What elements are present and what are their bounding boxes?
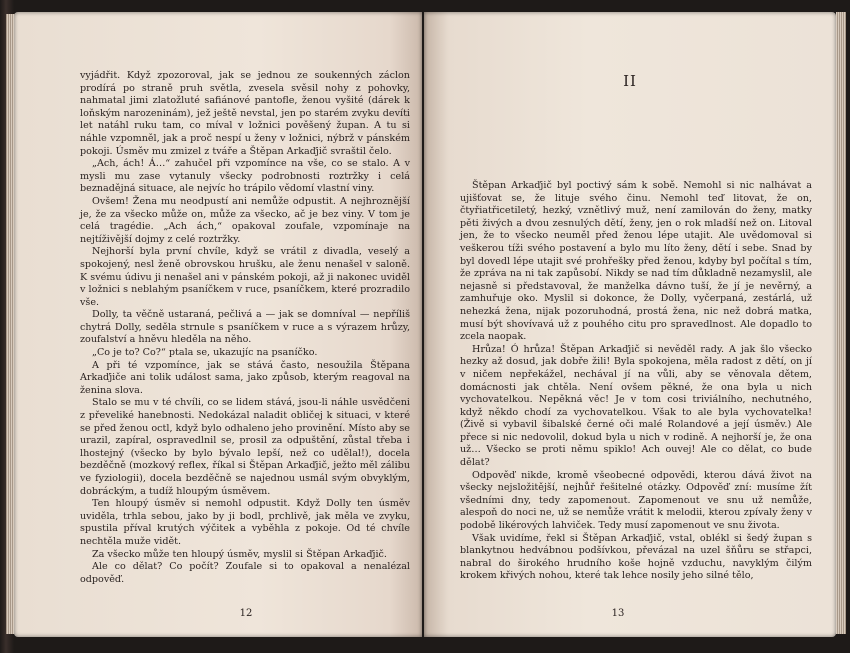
paragraph: Nejhorší byla první chvíle, když se vrátil z divadla, veselý a spokojený, nesl ženě obrovskou hrušku, ale ženu nenašel v saloně. K svému údivu ji nenašel ani v pánském pokoji, až ji nakonec uviděl v ložnici s neblahým psaníčkem v ruce, psaníčkem, které prozradilo vše. — [80, 246, 410, 308]
right-page — [424, 12, 836, 637]
paragraph: A při té vzpomínce, jak se stává často, nesoužila Štěpana Arkaďjiče ani tolik událost sama, jako způsob, kterým reagoval na ženina slova. — [80, 359, 410, 396]
paragraph: Odpověď nikde, kromě všeobecné odpovědi, kterou dává život na všecky nejsložitější, nejhůř řešitelné otázky. Odpověď zní: musíme žít všedními dny, tedy zapomenout. Zapomenout ve snu už nemůže, alespoň do noci ne, už se nemůže vrátit k melodii, kterou zpívaly ženy v podobě likérových lahviček. Tedy musí zapomenout ve snu života. — [460, 469, 812, 532]
paragraph: Ovšem! Žena mu neodpustí ani nemůže odpustit. A nejhroznější je, že za všecko může on, může za všecko, ač je bez viny. V tom je celá tragédie. „Ach ách,“ opakoval zoufale, vzpomínaje na nejtíživější dojmy z celé roztržky. — [80, 195, 410, 245]
left-page — [14, 12, 422, 637]
paragraph: „Co je to? Co?“ ptala se, ukazujíc na psaníčko. — [92, 347, 318, 359]
left-page-text — [80, 70, 410, 586]
page-edges-right — [836, 12, 846, 634]
chapter-heading: II — [623, 72, 637, 90]
page-number: 13 — [611, 608, 625, 619]
paragraph: Stalo se mu v té chvíli, co se lidem stává, jsou-li náhle usvědčeni z převeliké hanebnosti. Nedokázal naladit obličej k situaci, v které se před ženou octl, když bylo odhaleno jeho provinění. Místo aby se urazil, zapíral, ospravedlnil se, prosil za odpuštění, zůstal třeba i lhostejný (všecko by bylo bývalo lepší, než co udělal!), docela bezděčně (mozkový reflex, říkal si Štěpan Arkaďjič, ježto měl zálibu ve fyziologii), docela bezděčně se najednou usmál svým obvyklým, dobráckým, a tudíž hloupým úsměvem. — [80, 397, 410, 497]
paragraph: Dolly, ta věčně ustaraná, pečlivá a — jak se domníval — nepříliš chytrá Dolly, seděla strnule s psaníčkem v ruce a s výrazem hrůzy, zoufalství a hněvu hleděla na něho. — [80, 309, 410, 346]
paragraph: „Ach, ách! Á…“ zahučel při vzpomínce na vše, co se stalo. A v mysli mu zase vytanuly všecky podrobnosti roztržky i celá beznadějná situace, ale nejvíc ho trápilo vědomí vlastní viny. — [80, 158, 410, 195]
paragraph: Však uvidíme, řekl si Štěpan Arkaďjič, vstal, oblékl si šedý župan s blankytnou hedvábnou podšívkou, převázal na uzel šňůru se střapci, nabral do širokého hrudního koše hojně vzduchu, navyklým čilým krokem křivých nohou, které tak lehce nosily jeho silné tělo, — [460, 532, 812, 582]
right-page-text — [460, 180, 812, 583]
paragraph: vyjádřit. Když zpozoroval, jak se jednou ze soukenných záclon prodírá po straně pruh světla, zvesela svěsil nohy z pohovky, nahmatal jimi zlatožluté safiánové pantofle, ženou vyšité (dárek k loňským narozeninám), jež ještě nevstal, jen po starém zvyku devíti let natáhl ruku tam, co míval v ložnici pověšený župan. A tu si náhle vzpomněl, jak a proč nespí u ženy v ložnici, nýbrž v pánském pokoji. Úsměv mu zmizel z tváře a Štěpan Arkaďjič svraštil čelo. — [80, 70, 410, 157]
paragraph: Hrůza! Ó hrůza! Štěpan Arkaďjič si nevěděl rady. A jak šlo všecko hezky až dosud, jak dobře žili! Byla spokojena, měla radost z dětí, on jí v ničem nepřekážel, nechával jí na vůli, aby se věnovala dětem, domácnosti jak chtěla. Není ovšem pěkné, že ona byla u nich vychovatelkou. Nepěkná věc! Je v tom cosi triviálního, nechutného, když někdo chodí za vychovatelkou. Však to ale byla vychovatelka! (Živě si vybavil šibalské černé oči malé Rolandové a její úsměv.) Ale přece si nic nedovolil, dokud byla u nich v rodině. A nejhorší je, že ona už… Všecko se proti němu spiklo! Ach ouvej! Ale co dělat, co bude dělat? — [460, 343, 812, 469]
paragraph: Ten hloupý úsměv si nemohl odpustit. Když Dolly ten úsměv uviděla, trhla sebou, jako by ji bodl, prchlivě, jak měla ve zvyku, spustila příval krutých výčitek a vyběhla z pokoje. Od té chvíle nechtěla muže vidět. — [80, 498, 410, 547]
paragraph: Za všecko může ten hloupý úsměv, myslil si Štěpan Arkaďjič. — [92, 548, 387, 560]
paragraph: Štěpan Arkaďjič byl poctivý sám k sobě. Nemohl si nic nalhávat a ujišťovat se, že lituje svého činu. Nemohl teď litovat, že on, čtyřiatřicetiletý, hezký, vznětlivý muž, není zamilován do ženy, matky pěti živých a dvou zesnulých dětí, ženy, jen o rok mladší než on. Litoval jen, že to všecko neuměl před ženou lépe utajit. Ale uvědomoval si veškerou tíži svého postavení a bylo mu líto ženy, dětí i sebe. Snad by byl dovedl lépe utajit své prohřešky před ženou, kdyby byl počítal s tím, že zpráva na ni tak zapůsobí. Nikdy se nad tím důkladně nezamyslil, ale nejasně si představoval, že manželka dávno tuší, že jí je nevěrný, a zamhuřuje oko. Myslil si dokonce, že Dolly, vyčerpaná, zestárlá, už nehezká žena, nijak pozoruhodná, prostá žena, nic než dobrá matka, musí být shovívavá už z pouhého citu pro spravedlnost. Ale dopadlo to zcela naopak. — [460, 180, 812, 343]
page-number: 12 — [239, 608, 253, 619]
paragraph: Ale co dělat? Co počít? Zoufale si to opakoval a nenalézal odpověď. — [80, 561, 410, 585]
